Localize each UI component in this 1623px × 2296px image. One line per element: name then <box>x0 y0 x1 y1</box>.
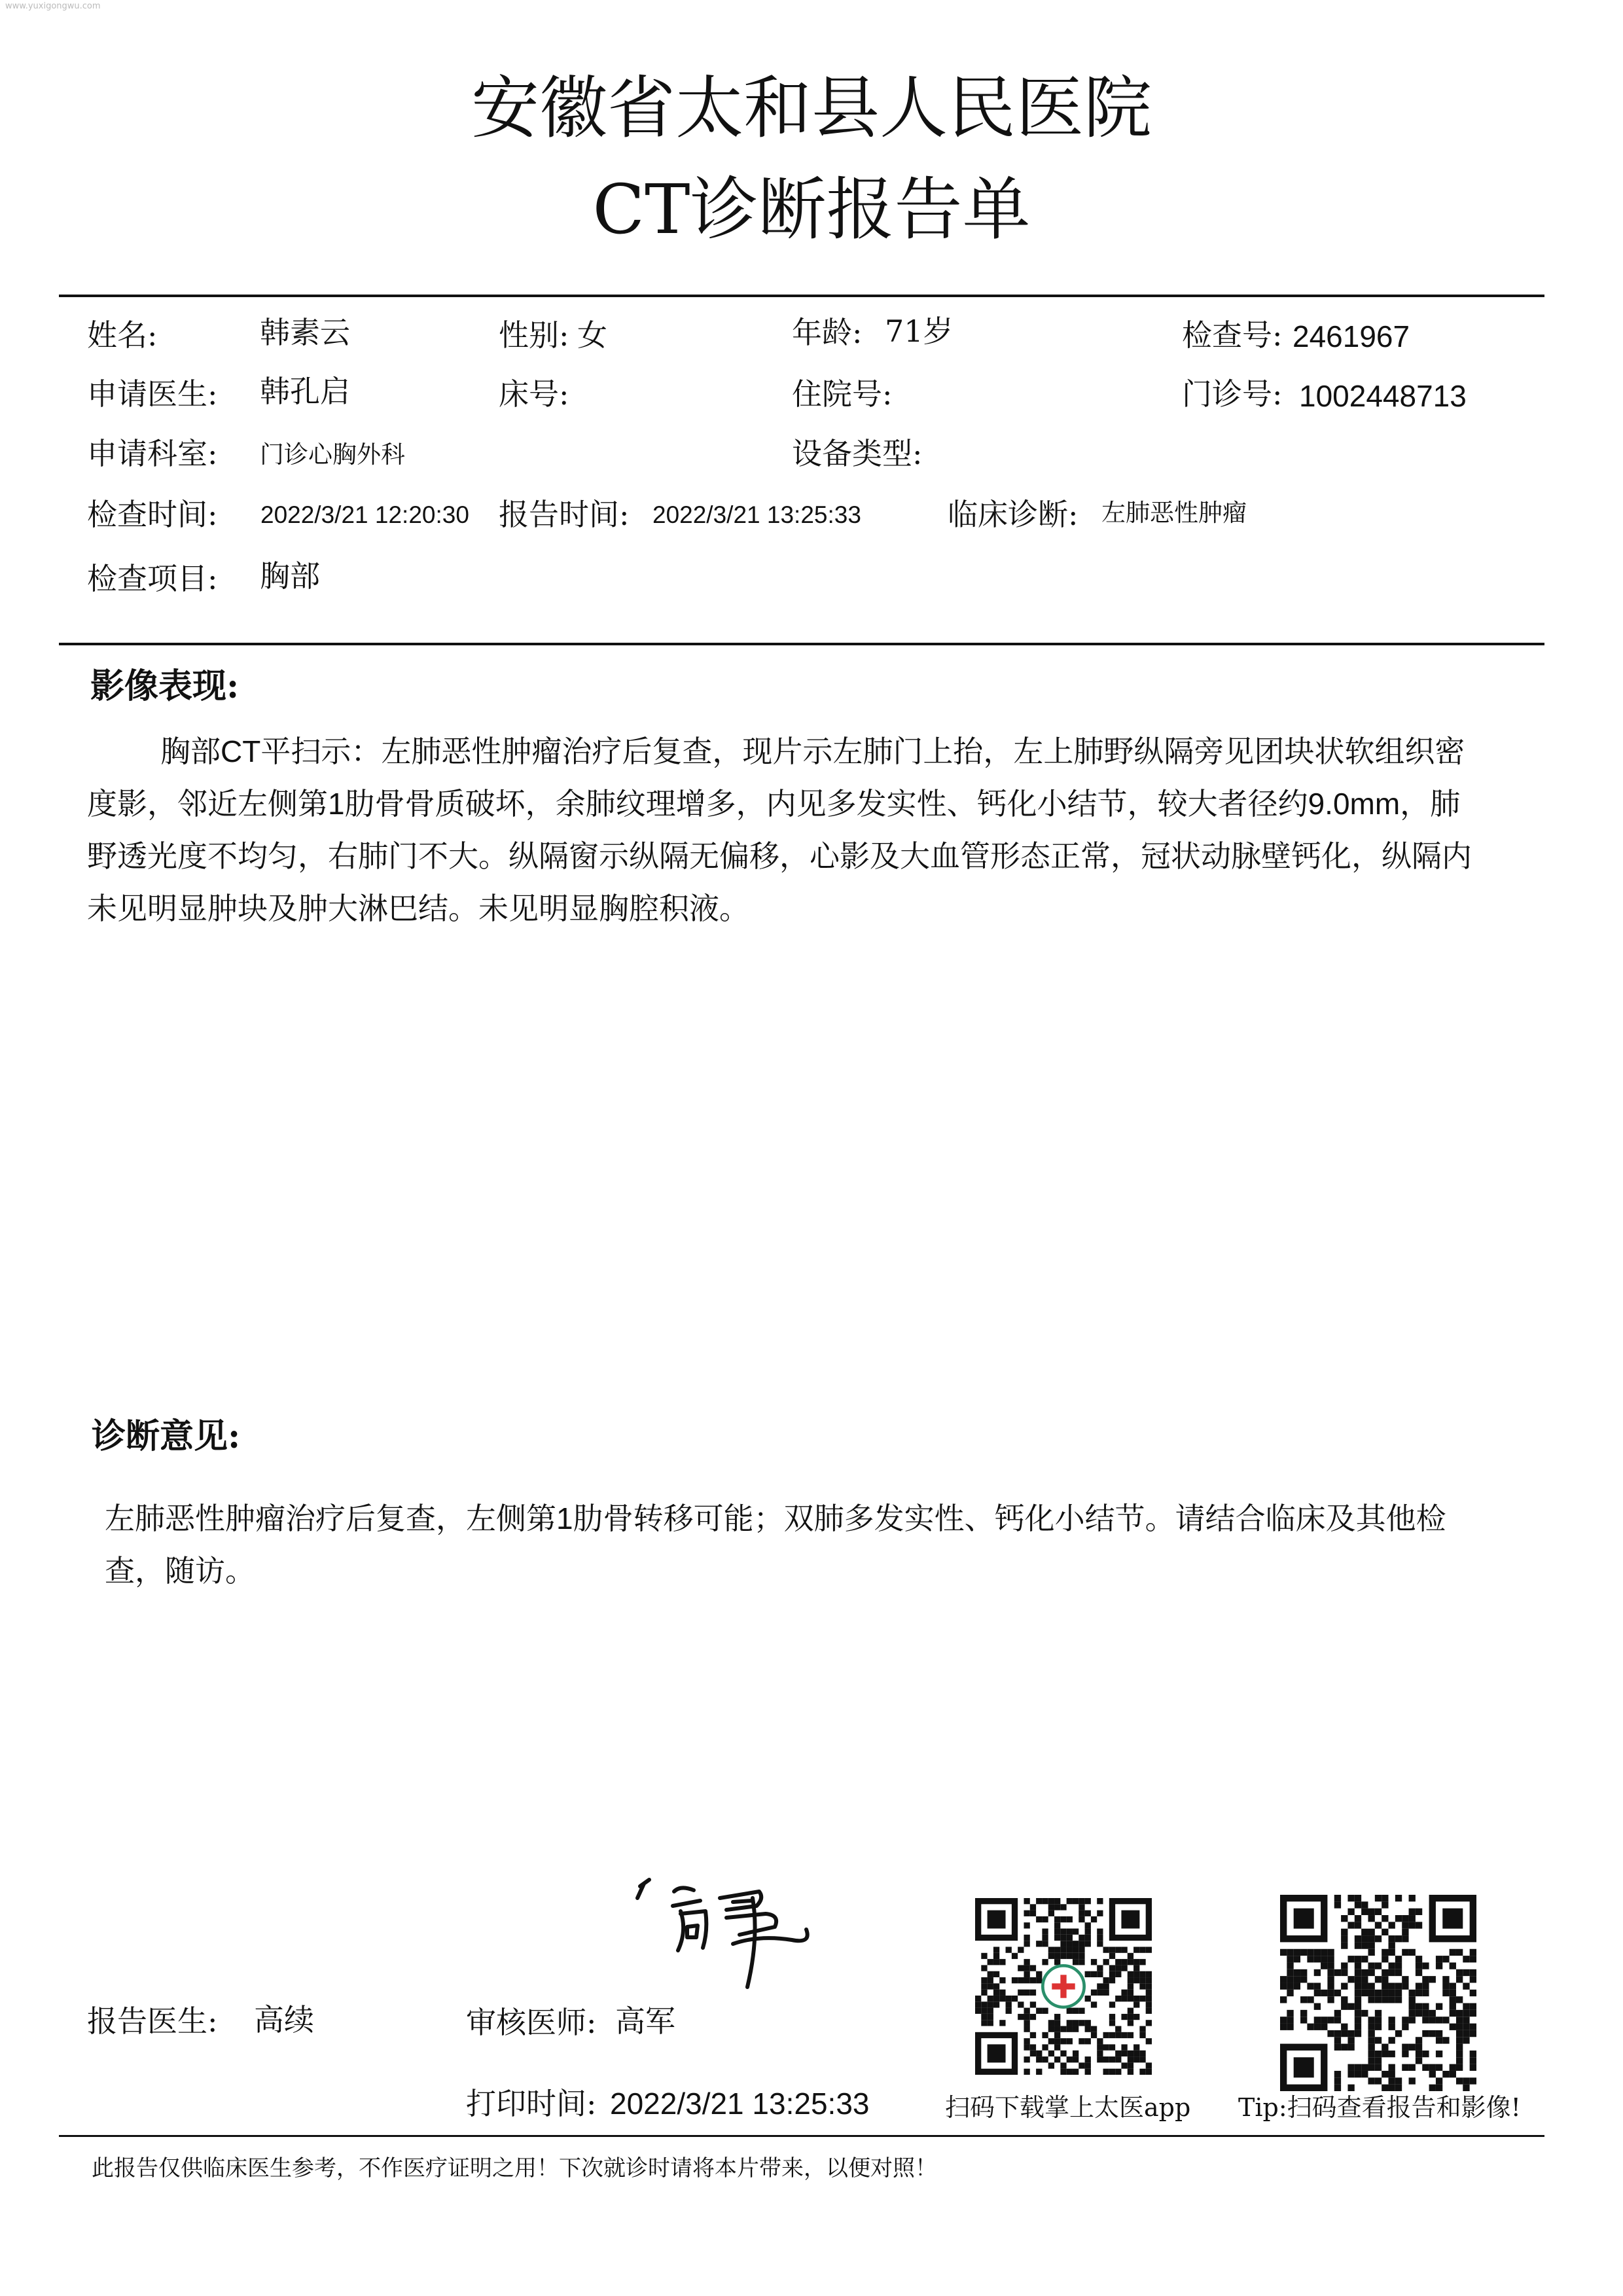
app-qr-code <box>975 1898 1152 2075</box>
inpatient-label: 住院号: <box>792 376 893 412</box>
patient-age: 71岁 <box>885 314 954 349</box>
diagnosis-line-2: 查，随访。 <box>105 1554 255 1588</box>
report-title: CT诊断报告单 <box>592 170 1031 249</box>
exam-item-label: 检查项目: <box>87 561 218 596</box>
mid-divider <box>59 643 1544 645</box>
print-time: 2022/3/21 13:25:33 <box>610 2087 870 2121</box>
report-time-label: 报告时间: <box>499 497 630 532</box>
bed-label: 床号: <box>499 376 569 412</box>
dept-label: 申请科室: <box>87 436 218 471</box>
outpatient-no: 1002448713 <box>1299 379 1467 413</box>
handwritten-signature <box>635 1872 844 1996</box>
watermark: www.yuxigongwu.com <box>5 1 101 11</box>
reviewer-label: 审核医师: <box>466 2005 597 2040</box>
exam-no-label: 检查号: <box>1182 317 1283 353</box>
findings-line-4: 未见明显肿块及肿大淋巴结。未见明显胸腔积液。 <box>87 891 749 925</box>
doctor-label: 申请医生: <box>87 376 218 412</box>
print-time-label: 打印时间: <box>466 2086 597 2121</box>
footer-note: 此报告仅供临床医生参考，不作医疗证明之用！下次就诊时请将本片带来，以便对照！ <box>92 2155 937 2181</box>
app-qr-caption: 扫码下载掌上太医app <box>945 2093 1191 2122</box>
exam-no: 2461967 <box>1293 319 1410 353</box>
diagnosis-line-1: 左肺恶性肿瘤治疗后复查，左侧第1肋骨转移可能；双肺多发实性、钙化小结节。请结合临床及其他检 <box>105 1501 1446 1535</box>
bottom-divider <box>59 2135 1544 2137</box>
clinical-label: 临床诊断: <box>948 497 1079 532</box>
name-label: 姓名: <box>87 317 158 353</box>
exam-item: 胸部 <box>260 558 320 594</box>
patient-sex: 女 <box>577 317 607 353</box>
reporter-name: 高续 <box>254 2002 314 2037</box>
device-label: 设备类型: <box>792 436 923 471</box>
requesting-doctor: 韩孔启 <box>260 374 350 409</box>
report-qr-code <box>1280 1895 1457 2072</box>
top-divider <box>59 295 1544 297</box>
report-qr-caption: Tip:扫码查看报告和影像! <box>1238 2093 1521 2122</box>
findings-line-3: 野透光度不均匀，右肺门不大。纵隔窗示纵隔无偏移，心影及大血管形态正常，冠状动脉壁钙化，纵隔内 <box>87 839 1472 873</box>
hospital-name: 安徽省太和县人民医院 <box>471 68 1152 148</box>
age-label: 年龄: <box>792 315 863 350</box>
findings-line-1: 胸部CT平扫示：左肺恶性肿瘤治疗后复查，现片示左肺门上抬，左上肺野纵隔旁见团块状软组织密 <box>160 734 1465 768</box>
findings-heading: 影像表现: <box>90 666 240 706</box>
exam-time: 2022/3/21 12:20:30 <box>260 501 469 528</box>
report-time: 2022/3/21 13:25:33 <box>652 501 861 528</box>
outpatient-label: 门诊号: <box>1182 376 1283 412</box>
sex-label: 性别: <box>499 317 569 353</box>
patient-name: 韩素云 <box>260 315 350 350</box>
exam-time-label: 检查时间: <box>87 497 218 532</box>
findings-line-2: 度影，邻近左侧第1肋骨骨质破坏，余肺纹理增多，内见多发实性、钙化小结节，较大者径约9.0mm，肺 <box>87 787 1461 821</box>
reviewer-name: 高军 <box>615 2003 675 2039</box>
requesting-dept: 门诊心胸外科 <box>260 440 405 469</box>
diagnosis-heading: 诊断意见: <box>92 1416 241 1456</box>
clinical-diagnosis: 左肺恶性肿瘤 <box>1101 499 1247 527</box>
reporter-label: 报告医生: <box>87 2003 218 2039</box>
